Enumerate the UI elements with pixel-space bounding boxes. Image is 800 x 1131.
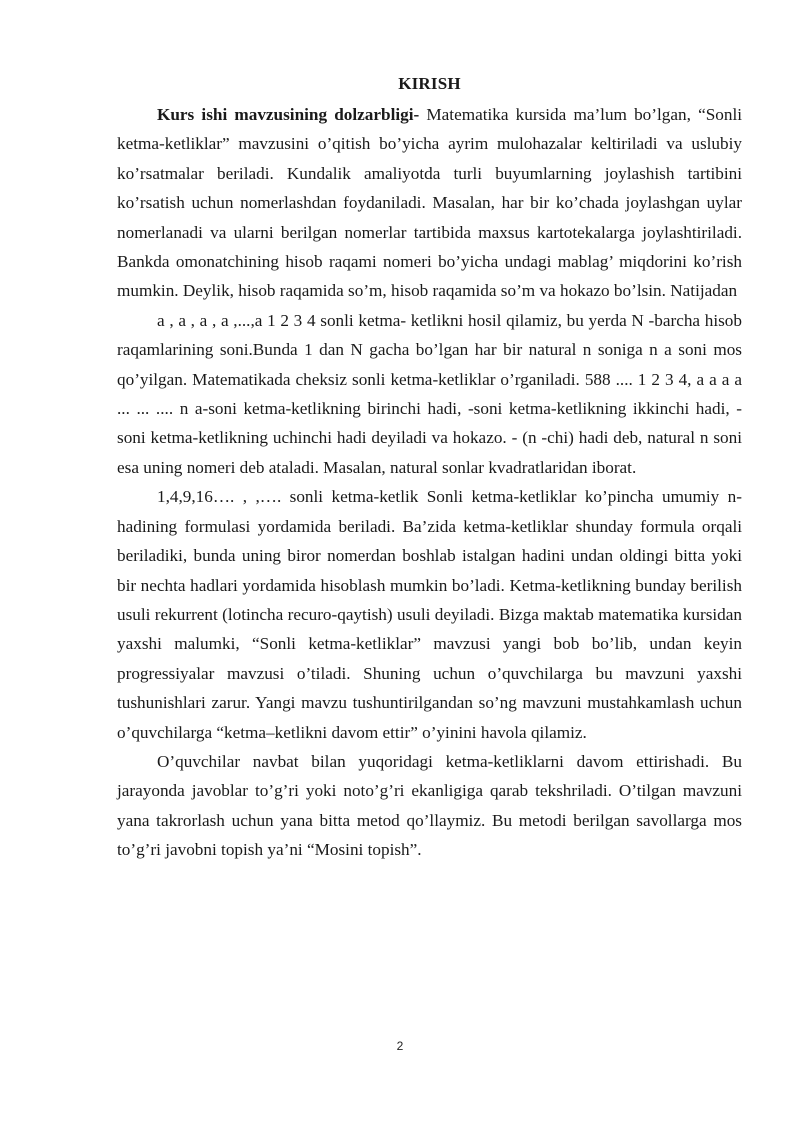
paragraph-formula: 1,4,9,16…. , ,…. sonli ketma-ketlik Sonli ketma-ketliklar ko’pincha umumiy n-hadining formulasi yordamida beriladi. Ba’zida ketma-ketliklar shunday formula orqali beriladiki, bunda uning biror nomerdan boshlab istalgan hadini undan oldingi bitta yoki bir nechta hadlari yordamida hisoblash mumkin bo’ladi. Ketma-ketlikning bunday berilish usuli rekurrent (lotincha recuro-qaytish) usuli deyiladi. Bizga maktab matematika kursidan yaxshi malumki, “Sonli ketma-ketliklar” mavzusi yangi bob bo’lib, undan keyin progressiyalar mavzusi o’tiladi. Shuning uchun o’quvchilarga bu mavzuni yaxshi tushunishlari zarur. Yangi mavzu tushuntirilgandan so’ng mavzuni mustahkamlash uchun o’quvchilarga “ketma–ketlikni davom ettir” o’yinini havola qilamiz.: [117, 487, 742, 742]
intro-paragraph: [117, 100, 742, 306]
page-title: KIRISH: [398, 74, 461, 93]
page-number: 2: [396, 1039, 404, 1053]
paragraph-sequence-definition: a , a , a , a ,...,a 1 2 3 4 sonli ketma- ketlikni hosil qilamiz, bu yerda N -barcha hisob raqamlarining soni.Bunda 1 dan N gacha bo’lgan har bir natural n soniga n a soni mos qo’yilgan. Matematikada cheksiz sonli ketma-ketliklar o’rganiladi. 588 .... 1 2 3 4, a a a a ... ... .... n a-soni ketma-ketlikning birinchi hadi, -soni ketma-ketlikning ikkinchi hadi, -soni ketma-ketlikning uchinchi hadi deyiladi va hokazo. - (n -chi) hadi deb, natural n soni esa uning nomeri deb ataladi. Masalan, natural sonlar kvadratlaridan iborat.: [117, 310, 742, 477]
intro-lead: Kurs ishi mavzusining dolzarbligi-: [157, 105, 420, 124]
intro-text: Matematika kursida ma’lum bo’lgan, “Sonli ketma-ketliklar” mavzusini o’qitish bo’yicha ayrim mulohazalar keltiriladi va uslubiy ko’rsatmalar beriladi. Kundalik amaliyotda turli buyumlarning joylashish tartibini ko’rsatish uchun nomerlashdan foydaniladi. Masalan, har bir ko’chada joylashgan uylar nomerlanadi va ularni berilgan nomerlar tartibida maxsus kartotekalarga joylashtiriladi. Bankda omonatchining hisob raqami nomeri bo’yicha undagi mablag’ miqdorini ko’rish mumkin. Deylik, hisob raqamida so’m, hisob raqamida so’m va hokazo bo’lsin. Natijadan: [117, 105, 742, 301]
document-page: [117, 73, 742, 865]
paragraph-method: O’quvchilar navbat bilan yuqoridagi ketma-ketliklarni davom ettirishadi. Bu jarayonda javoblar to’g’ri yoki noto’g’ri ekanligiga qarab tekshriladi. O’tilgan mavzuni yana takrorlash uchun yana bitta metod qo’llaymiz. Bu metodi berilgan savollarga mos to’g’ri javobni topish ya’ni “Mosini topish”.: [117, 751, 742, 860]
